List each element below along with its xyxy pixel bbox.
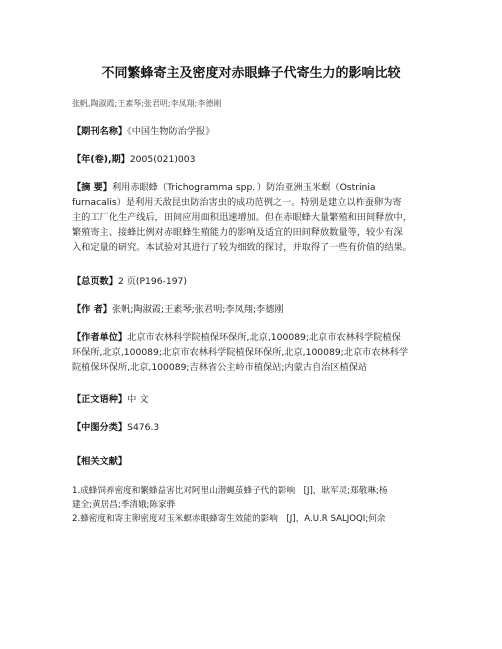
- journal-value: 《中国生物防治学报》: [127, 126, 215, 137]
- reference-item[interactable]: 建全;黄居昌;季清娥;陈家骅: [72, 500, 176, 510]
- year-row: [72, 152, 434, 167]
- journal-label: 【期刊名称】: [72, 126, 128, 137]
- related-heading: 【相关文献】: [72, 456, 128, 467]
- classification-value: S476.3: [127, 422, 160, 433]
- year-label: 【年(卷),期】: [72, 154, 130, 165]
- classification-label: 【中图分类】: [72, 422, 128, 433]
- abstract-line: 主的工厂化生产线后，田间应用面积迅速增加。但在赤眼蜂大量繁殖和田间释放中，: [72, 212, 412, 223]
- author-value: 张帆;陶淑霞;王素琴;张君明;李凤翔;李德刚: [111, 304, 284, 315]
- authors-subtitle: 张帆,陶淑霞;王素琴;张君明;李凤翔;李德刚: [72, 99, 222, 108]
- affiliation-line: 环保所,北京,100089;北京市农林科学院植保环保所,北京,100089;北京市农林科学: [72, 347, 409, 358]
- journal-row: [72, 124, 434, 139]
- author-row: [72, 302, 434, 317]
- classification-row: [72, 420, 434, 435]
- affiliation-line: 院植保环保所,北京,100089;吉林省公主岭市植保站;内蒙古自治区植保站: [72, 362, 368, 373]
- abstract-line: furnacalis）是利用天敌昆虫防治害虫的成功范例之一。特别是建立以柞蚕卵为寄: [72, 197, 402, 208]
- abstract-block: [72, 180, 434, 255]
- author-label: 【作 者】: [72, 304, 112, 315]
- pages-row: [72, 274, 434, 289]
- language-label: 【正文语种】: [72, 394, 128, 405]
- pages-label: 【总页数】: [72, 276, 118, 287]
- references-list: [72, 484, 434, 526]
- abstract-line: 利用赤眼蜂（Trichogramma spp．）防治亚洲玉米螟（Ostrinia: [111, 182, 376, 193]
- affiliation-line: 北京市农林科学院植保环保所,北京,100089;北京市农林科学院植保: [127, 332, 401, 343]
- reference-item[interactable]: 1.成蜂饲养密度和繁蜂益害比对阿里山潜蝇茧蜂子代的影响 [J]，耿军灵;郑敬琳;杨: [72, 486, 388, 496]
- year-value: 2005(021)003: [129, 154, 196, 165]
- language-value: 中 文: [127, 394, 149, 405]
- reference-item[interactable]: 2.蜂密度和寄主卵密度对玉米螟赤眼蜂寄生效能的影响 [J]，A.U.R SALJOQI;何余: [72, 514, 386, 524]
- abstract-line: 繁殖寄主、接蜂比例对赤眼蜂生殖能力的影响及适宜的田间释放数量等，较少有深: [72, 227, 403, 238]
- affiliation-block: [72, 330, 434, 375]
- affiliation-label: 【作者单位】: [72, 332, 128, 343]
- related-heading-row: [72, 454, 434, 469]
- language-row: [72, 392, 434, 407]
- pages-value: 2 页(P196-197): [117, 276, 187, 287]
- abstract-label: 【摘 要】: [72, 182, 112, 193]
- abstract-line: 入和定量的研究。本试验对其进行了较为细致的探讨，并取得了一些有价值的结果。: [72, 242, 412, 253]
- page-title: 不同繁蜂寄主及密度对赤眼蜂子代寄生力的影响比较: [101, 66, 401, 81]
